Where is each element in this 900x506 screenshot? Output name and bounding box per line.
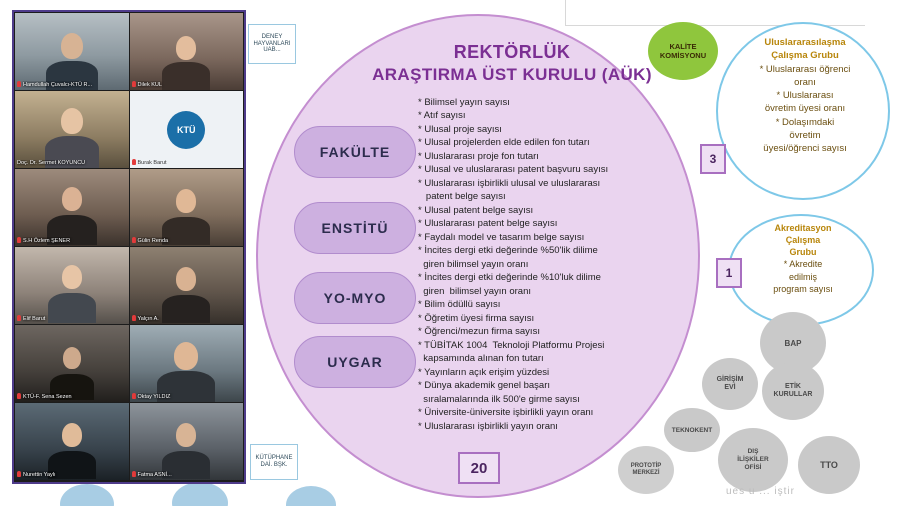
- participant-name: [132, 159, 242, 166]
- participant-tile[interactable]: [15, 247, 129, 324]
- metric-item: * Bilim ödüllü sayısı: [418, 299, 501, 311]
- participant-name: [17, 237, 127, 244]
- muted-mic-icon: [17, 471, 21, 477]
- muted-mic-icon: [132, 81, 136, 87]
- slide-title-line-2: ARAŞTIRMA ÜST KURULU (AÜK): [372, 65, 652, 85]
- participant-tile[interactable]: [130, 13, 244, 90]
- muted-mic-icon: [17, 237, 21, 243]
- muted-mic-icon: [132, 315, 136, 321]
- muted-mic-icon: [17, 81, 21, 87]
- video-feed: [15, 91, 129, 168]
- metric-item: * Yayınların açık erişim yüzdesi: [418, 366, 550, 378]
- unit-pill-fakulte: FAKÜLTE: [294, 126, 416, 178]
- metric-item: * Ulusal projelerden elde edilen fon tutarı: [418, 137, 590, 149]
- participant-name-text: Hamdullah Çuvalcı-KTÜ R...: [23, 82, 93, 88]
- participant-name-text: Gülin Renda: [137, 238, 169, 244]
- muted-mic-icon: [132, 159, 136, 165]
- kalite-komisyonu-circle: [648, 22, 718, 80]
- org-circle-label: PROTOTİP MERKEZİ: [630, 462, 662, 476]
- metric-item: * Dünya akademik genel başarı sıralamalarında ilk 500'e girme sayısı: [418, 380, 580, 405]
- metric-item: * Öğretim üyesi firma sayısı: [418, 312, 535, 324]
- participant-tile[interactable]: [130, 91, 244, 168]
- metric-item: * Öğrenci/mezun firma sayısı: [418, 326, 540, 338]
- metric-item: * Uluslararası patent belge sayısı: [418, 218, 558, 230]
- participant-tile[interactable]: [15, 169, 129, 246]
- participant-tile[interactable]: [130, 169, 244, 246]
- video-feed: [15, 169, 129, 246]
- metric-item: * Uluslararası proje fon tutarı: [418, 150, 539, 162]
- uluslararasilasma-items: * Uluslararası öğrenci oranı * Uluslararası övretim üyesi oranı * Dolaşımdaki övretim üyesi/öğrenci sayısı: [759, 63, 851, 155]
- participant-name: [17, 471, 127, 478]
- participant-name: [132, 237, 242, 244]
- akreditasyon-heading: Akreditasyon Çalışma Grubu: [774, 223, 832, 258]
- participant-name: [17, 160, 127, 166]
- org-circle-label: TEKNOKENT: [671, 426, 713, 434]
- org-circle-girisim-evi: [702, 358, 758, 410]
- slide-title-line-1: REKTÖRLÜK: [453, 42, 571, 62]
- video-feed: [15, 13, 129, 90]
- muted-mic-icon: [17, 315, 21, 321]
- uluslararasilasma-content: [726, 36, 884, 156]
- participant-name: [17, 315, 127, 322]
- video-feed: [130, 13, 244, 90]
- org-circle-teknokent: [664, 408, 720, 452]
- org-circle-prototip-merkezi: [618, 446, 674, 494]
- video-feed: [130, 247, 244, 324]
- org-circle-dis-iliskiler-ofisi: [718, 428, 788, 492]
- video-feed: [15, 403, 129, 480]
- side-box-label: KÜTÜPHANE DAİ. BŞK.: [255, 455, 293, 468]
- unit-pill-enstitu: ENSTİTÜ: [294, 202, 416, 254]
- participant-name-text: Nurettin Yaylı: [23, 472, 56, 478]
- metric-item: * Uluslararası işbirlikli ulusal ve uluslararası patent belge sayısı: [418, 177, 601, 203]
- participant-name: [17, 81, 127, 88]
- metric-list: [418, 96, 668, 433]
- slide-top-divider: [565, 0, 865, 26]
- decorative-bubble: [60, 484, 114, 506]
- metric-item: * TÜBİTAK 1004 Teknoloji Platformu Projesi kapsamında alınan fon tutarı: [418, 339, 605, 365]
- org-circle-tto: [798, 436, 860, 494]
- decorative-bubble: [172, 482, 228, 506]
- ktu-logo-text: KTÜ: [177, 124, 196, 135]
- participant-tile[interactable]: [15, 403, 129, 480]
- org-circle-etik-kurullar: [762, 362, 824, 420]
- video-feed: [15, 247, 129, 324]
- participant-name: [132, 393, 242, 400]
- participant-name: [17, 393, 127, 400]
- video-feed: [130, 325, 244, 402]
- participant-name-text: Doç. Dr. Sermet KOYUNCU: [17, 160, 86, 166]
- video-feed: [130, 169, 244, 246]
- muted-mic-icon: [132, 393, 136, 399]
- unit-pill-uygar: UYGAR: [294, 336, 416, 388]
- participant-tile[interactable]: [130, 403, 244, 480]
- muted-mic-icon: [132, 471, 136, 477]
- slide-watermark: ues u ... iştir: [726, 486, 795, 497]
- video-feed: [130, 403, 244, 480]
- video-feed: [15, 325, 129, 402]
- metric-item: * Üniversite-üniversite işbirlikli yayın oranı: [418, 407, 594, 419]
- akreditasyon-content: [738, 222, 868, 295]
- metric-item: * Ulusal patent belge sayısı: [418, 204, 534, 216]
- metric-item: * Uluslararası işbirlikli yayın oranı: [418, 420, 558, 432]
- participant-tile[interactable]: [130, 325, 244, 402]
- metric-item: * Ulusal ve uluslararası patent başvuru sayısı: [418, 164, 609, 176]
- participant-name-text: Fatma ASNİ...: [137, 472, 172, 478]
- akreditasyon-badge: 1: [716, 258, 742, 288]
- muted-mic-icon: [17, 393, 21, 399]
- metric-count-badge: 20: [458, 452, 500, 484]
- org-circle-label: TTO: [820, 460, 838, 470]
- metric-item: * İncites dergi etki değerinde %50'lik dilime giren bilimsel yayın oranı: [418, 245, 598, 270]
- metric-item: * Faydalı model ve tasarım belge sayısı: [418, 231, 585, 243]
- participant-name-text: Burak Barut: [137, 160, 167, 166]
- side-box-kutuphane: [250, 444, 298, 480]
- side-box-deney-hayvanlari: [248, 24, 296, 64]
- participant-name-text: KTÜ-F. Sena Sezen: [23, 394, 72, 400]
- uluslararasilasma-heading: Uluslararasılaşma Çalışma Grubu: [764, 37, 846, 62]
- ktu-logo-icon: [167, 111, 205, 149]
- participant-name-text: S.H Özlem ŞENER: [23, 238, 71, 244]
- org-circle-label: GİRİŞİM EVİ: [716, 375, 744, 391]
- akreditasyon-items: * Akredite edilmiş program sayısı: [773, 259, 833, 294]
- participant-name-text: Dilek KUL: [137, 82, 162, 88]
- metric-item: * Bilimsel yayın sayısı: [418, 97, 510, 108]
- side-box-label: DENEY HAYVANLARI UAB...: [253, 33, 291, 54]
- participant-name-text: Yalçın A.: [137, 316, 159, 322]
- participant-name: [132, 315, 242, 322]
- org-circle-label: ETİK KURULLAR: [773, 382, 813, 398]
- participant-video-grid[interactable]: [12, 10, 246, 484]
- participant-tile[interactable]: [130, 247, 244, 324]
- org-circle-label: DIŞ İLİŞKİLER OFİSİ: [737, 448, 769, 471]
- participant-tile[interactable]: [15, 13, 129, 90]
- metric-item: * İncites dergi etki değerinde %10'luk dilime giren bilimsel yayın oranı: [418, 272, 601, 297]
- participant-name: [132, 471, 242, 478]
- participant-name: [132, 81, 242, 88]
- participant-tile[interactable]: [15, 91, 129, 168]
- participant-name-text: Oktay YILDIZ: [137, 394, 171, 400]
- participant-name-text: Elif Barut: [23, 316, 46, 322]
- metric-item: * Atıf sayısı: [418, 110, 466, 122]
- muted-mic-icon: [132, 237, 136, 243]
- participant-tile[interactable]: [15, 325, 129, 402]
- unit-pill-yo-myo: YO-MYO: [294, 272, 416, 324]
- kalite-komisyonu-label: KALİTE KOMİSYONU: [659, 42, 707, 60]
- metric-item: * Ulusal proje sayısı: [418, 123, 502, 135]
- org-circle-label: BAP: [784, 338, 802, 348]
- uluslararasilasma-badge: 3: [700, 144, 726, 174]
- slide-title: [352, 40, 672, 87]
